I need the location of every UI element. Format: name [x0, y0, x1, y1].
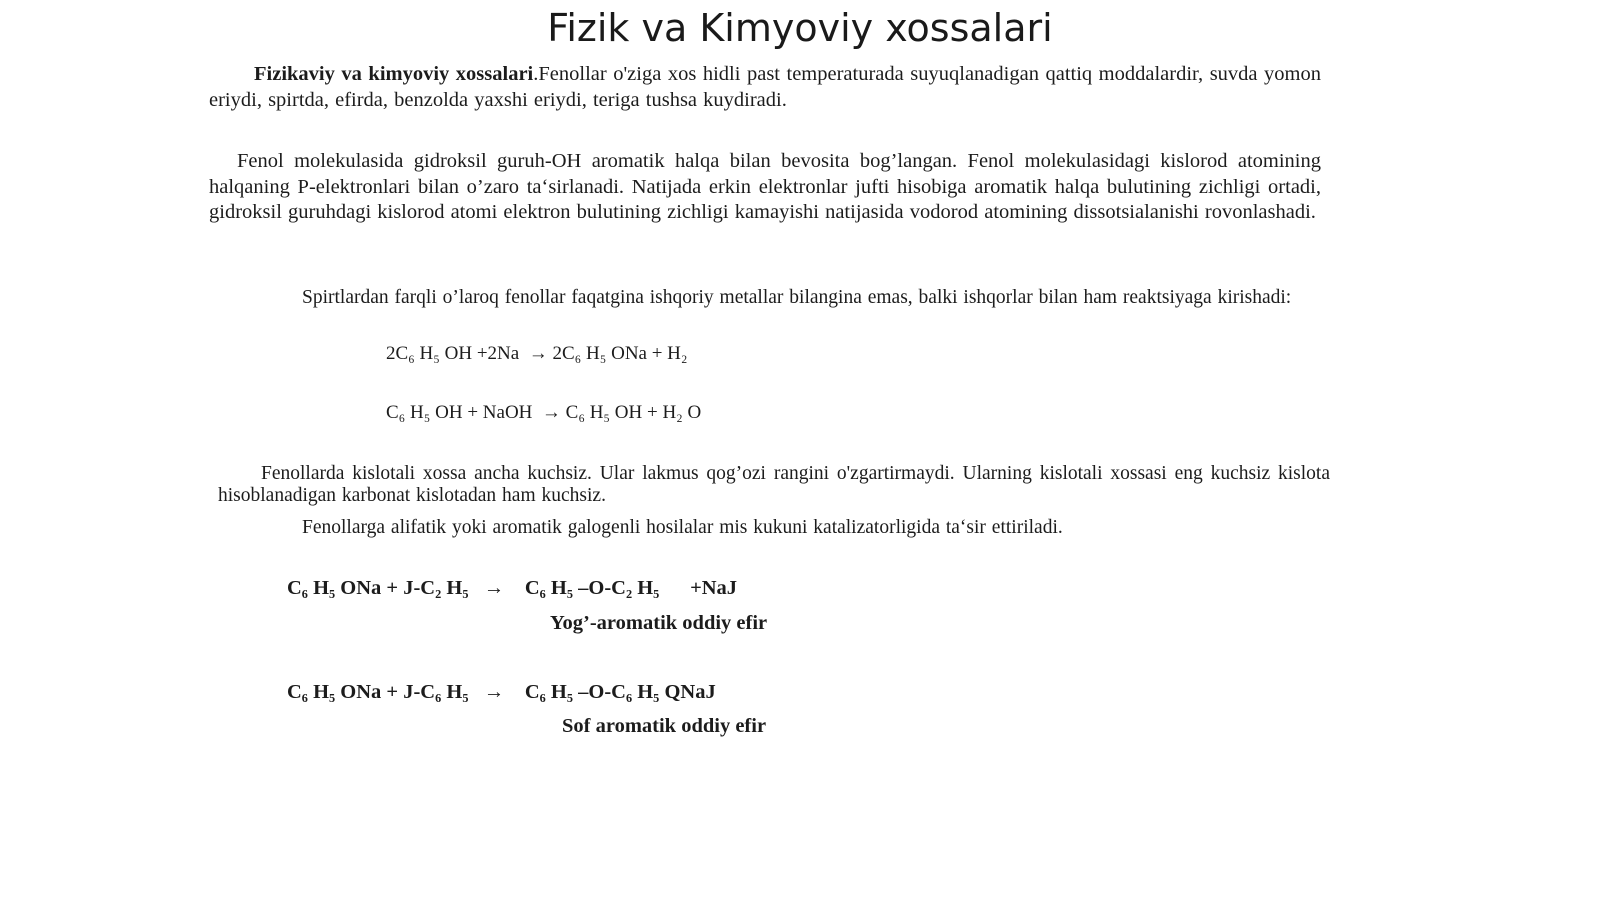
paragraph-acidity: Fenollarda kislotali xossa ancha kuchsiz. Ular lakmus qog’ozi rangini o'zgartirmaydi. Ularning kislotali xossasi eng kuchsiz kislota hisoblanadigan karbonat kislotadan ham kuchsiz. [218, 463, 1330, 506]
equation-caption-pure-aromatic-ether: Sof aromatik oddiy efir [562, 715, 767, 737]
equation-sodium: 2C₆ H₅ OH +2Na → 2C₆ H₅ ONa + H₂ [386, 343, 688, 364]
equation-aryl-ether: C₆ H₅ ONa + J-C₆ H₅ → C₆ H₅ –O-C₆ H₅ QNaJ [287, 681, 716, 703]
equation-naoh: C₆ H₅ OH + NaOH → C₆ H₅ OH + H₂ O [386, 402, 702, 423]
paragraph-phenol-molecule: Fenol molekulasida gidroksil guruh-OH aromatik halqa bilan bevosita bog’langan. Fenol molekulasidagi kislorod atomining halqaning P-elektronlari bilan o’zaro ta‘sirlanadi. Natijada erkin elektronlar jufti hisobiga aromatik halqa bulutining zichligi ortadi, gidroksil guruhdagi kislorod atomi elektron bulutining zichligi kamayishi natijasida vodorod atomining dissotsialanishi rovonlashadi. [209, 150, 1321, 223]
paragraph-physical-properties [209, 62, 1321, 113]
paragraph-lead-heading: Fizikaviy va kimyoviy xossalari [254, 63, 534, 85]
equation-caption-fat-aromatic-ether: Yog’-aromatik oddiy efir [550, 612, 768, 634]
paragraph-halogen-derivatives: Fenollarga alifatik yoki aromatik galogenli hosilalar mis kukuni katalizatorligida ta‘sir ettiriladi. [302, 517, 1063, 538]
slide-title: Fizik va Kimyoviy xossalari [547, 6, 1053, 50]
paragraph-body: .Fenollar o'ziga xos hidli past temperaturada suyuqlanadigan qattiq moddalardir, suvda yomon eriydi, spirtda, efirda, benzolda yaxshi eriydi, teriga tushsa kuydiradi. [209, 63, 1321, 111]
paragraph-alkali-reaction: Spirtlardan farqli o’laroq fenollar faqatgina ishqoriy metallar bilangina emas, balki ishqorlar bilan ham reaktsiyaga kirishadi: [302, 287, 1292, 308]
equation-alkyl-ether: C₆ H₅ ONa + J-C₂ H₅ → C₆ H₅ –O-C₂ H₅ +NaJ [287, 577, 738, 599]
